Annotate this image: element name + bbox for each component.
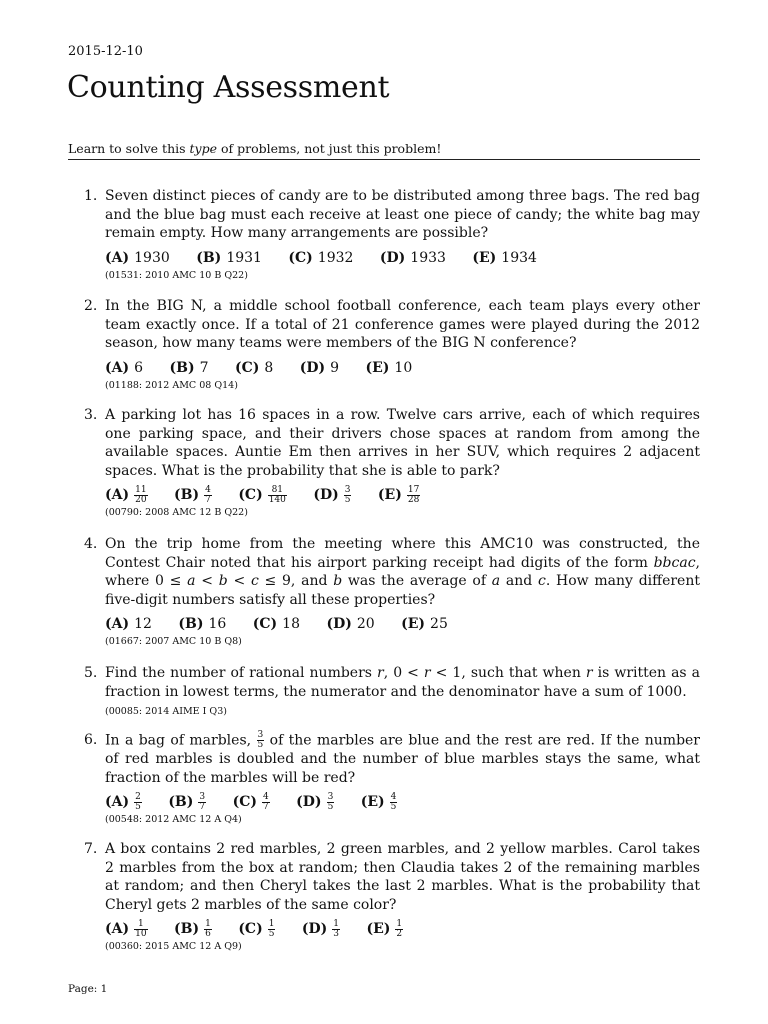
problem-5 [84,664,700,718]
choice-d [326,614,374,634]
choice-value: 12 [134,616,152,632]
text-run: Find the number of rational numbers [105,665,378,681]
choice-letter: (D) [313,487,339,503]
choice-e [361,792,398,812]
denominator: 7 [199,801,206,812]
choice-value: 1933 [410,249,446,266]
problem-text [105,664,700,701]
choice-letter: (E) [472,249,497,266]
problem-7 [84,840,700,953]
choice-letter: (E) [401,616,426,632]
problem-source: (00360: 2015 AMC 12 A Q9) [105,941,242,952]
choice-d [313,485,351,505]
problem-3 [84,406,700,519]
choice-a [105,485,148,505]
choice-letter: (D) [379,249,406,266]
choice-value: 9 [330,359,340,376]
choice-c [235,358,273,378]
variable: b [218,573,228,589]
answer-choices [105,485,700,505]
denominator: 3 [333,928,340,939]
fraction [198,793,206,812]
choice-d [296,792,334,812]
choice-letter: (D) [299,359,326,376]
tagline [68,141,441,156]
text-run: . How many different five-digit numbers satisfy all these properties? [105,573,700,608]
problem-text [105,535,700,609]
numerator: 1 [205,918,211,929]
fraction [390,793,398,812]
text-run: , where 0 ≤ [105,554,700,589]
fraction [204,486,212,505]
text-run: < [195,573,219,589]
choice-c [253,614,300,634]
tagline-emphasis: type [189,141,217,156]
numerator: 3 [327,791,334,802]
choice-value: 16 [208,616,227,632]
choice-letter: (E) [377,487,402,503]
denominator: 5 [327,801,334,812]
choice-value: 25 [430,616,448,632]
numerator: 1 [134,920,147,930]
denominator: 20 [135,494,147,505]
choice-letter: (E) [366,921,391,937]
choice-letter: (A) [105,359,130,376]
text-run: of the marbles are blue and the rest are red. If the number of red marbles is doubled and the number of blue marbles stays the same, what fraction of the marbles will be red? [105,732,701,786]
choice-a [105,792,142,812]
choice-letter: (D) [296,794,322,810]
answer-choices [105,919,700,939]
choice-value: 1931 [226,249,262,266]
choice-value: 10 [394,359,413,376]
denominator: 28 [407,494,420,505]
denominator: 10 [135,928,147,939]
choice-b [168,792,206,812]
choice-c [233,792,270,812]
fraction [134,920,147,939]
fraction [204,920,212,939]
numerator: 3 [344,484,351,495]
numerator: 81 [268,486,287,496]
choice-value: 20 [356,616,375,632]
numerator: 4 [262,791,269,802]
choice-c [238,485,287,505]
choice-b [174,919,212,939]
choice-letter: (D) [326,616,352,632]
choice-letter: (A) [105,921,130,937]
text-run: < [227,573,251,589]
choice-value: 6 [134,359,144,376]
text-run: was the average of [342,573,492,589]
denominator: 140 [268,494,286,505]
variable: a [491,573,501,589]
text-run: On the trip home from the meeting where this AMC10 was constructed, the Contest Chair noted that his airport parking receipt had digits of the form [105,536,700,571]
numerator: 3 [257,730,264,740]
problem-text: In the BIG N, a middle school football conference, each team plays every other team exactly once. If a total of 21 conference games were played during the 2012 season, how many teams were members of the BIG N conference? [105,298,700,351]
choice-e [401,614,448,634]
problem-text: A parking lot has 16 spaces in a row. Twelve cars arrive, each of which requires one parking space, and their drivers chose spaces at random from among the available spaces. Auntie Em then arrives in her SUV, which requires 2 adjacent spaces. What is the probability that she is able to park? [105,407,700,479]
choice-value: 1934 [501,249,537,266]
choice-letter: (A) [105,794,130,810]
denominator: 5 [257,740,264,750]
answer-choices [105,248,700,268]
problem-number: 1. [84,188,98,204]
text-run: and [500,573,538,589]
choice-b [196,248,262,268]
choice-letter: (A) [105,249,130,266]
choice-letter: (B) [196,249,222,266]
answer-choices [105,792,700,812]
tagline-after: of problems, not just this problem! [217,141,442,156]
choice-a [105,358,143,378]
choice-letter: (A) [105,487,130,503]
problem-source: (00790: 2008 AMC 12 B Q22) [105,507,248,518]
fraction [395,920,403,939]
numerator: 4 [390,791,397,802]
choice-e [366,358,413,378]
denominator: 6 [205,928,211,939]
numerator: 1 [396,918,403,929]
denominator: 7 [262,801,269,812]
choice-value: 8 [264,359,274,376]
choice-letter: (B) [174,487,200,503]
choice-value: 1930 [134,249,170,266]
choice-b [170,358,209,378]
choice-value: 18 [282,616,300,632]
fraction [134,486,147,505]
problem-source: (01531: 2010 AMC 10 B Q22) [105,269,248,281]
problem-source: (00548: 2012 AMC 12 A Q4) [105,814,242,825]
text-run: ≤ 9, and [258,573,334,589]
choice-d [302,919,340,939]
choice-letter: (C) [288,249,313,266]
text-run: In a bag of marbles, [105,732,257,749]
answer-choices [105,358,700,378]
problem-number: 3. [84,407,98,423]
fraction [268,920,276,939]
numerator: 1 [333,918,340,929]
choice-b [178,614,226,634]
text-run: is written as a fraction in lowest terms, the numerator and the denominator have a sum of 1000. [105,665,700,700]
choice-letter: (C) [238,921,263,937]
fraction [327,793,335,812]
text-run: < 1, such that when [430,665,586,681]
choice-a [105,919,148,939]
choice-letter: (B) [178,616,204,632]
variable: r [423,665,431,681]
variable: b [333,573,343,589]
problem-4 [84,535,700,648]
problem-number: 4. [84,536,98,552]
problem-number: 7. [84,841,98,857]
page-number: Page: 1 [68,983,108,995]
choice-e [378,485,420,505]
variable: a [187,573,196,589]
problem-number: 6. [84,732,98,748]
problem-text: A box contains 2 red marbles, 2 green marbles, and 2 yellow marbles. Carol takes 2 marbles from the box at random; then Claudia takes 2 of the remaining marbles at random; and then Cheryl takes the last 2 marbles. What is the probability that Cheryl gets 2 marbles of the same color? [105,841,700,913]
problem-6 [84,731,700,826]
choice-letter: (B) [169,359,195,376]
choice-value: 7 [199,359,209,376]
problem-text: Seven distinct pieces of candy are to be distributed among three bags. The red bag and the blue bag must each receive at least one piece of candy; the white bag may remain empty. How many arrangements are possible? [105,188,700,241]
answer-choices [105,614,700,634]
choice-c [288,248,353,268]
numerator: 4 [205,484,211,495]
fraction [134,793,142,812]
numerator: 3 [199,791,206,802]
variable: r [585,665,593,681]
choice-letter: (E) [365,359,390,376]
problem-1 [84,187,700,282]
tagline-before: Learn to solve this [68,141,190,156]
choice-a [105,614,152,634]
problem-source: (01188: 2012 AMC 08 Q14) [105,379,238,391]
fraction [268,486,287,505]
denominator: 2 [396,928,403,939]
choice-letter: (B) [168,794,194,810]
choice-letter: (B) [174,921,200,937]
choice-a [105,248,170,268]
text-run: , 0 < [383,665,424,681]
problem-source: (00085: 2014 AIME I Q3) [105,706,227,717]
problem-number: 5. [84,665,98,681]
problem-number: 2. [84,298,98,314]
choice-b [174,485,212,505]
problem-source: (01667: 2007 AMC 10 B Q8) [105,636,242,647]
variable: c [250,573,259,589]
choice-letter: (A) [105,616,130,632]
fraction [262,793,270,812]
denominator: 5 [268,928,275,939]
denominator: 5 [344,494,351,505]
page-title: Counting Assessment [67,70,390,105]
variable: c [537,573,546,589]
choice-value: 1932 [317,249,354,266]
numerator: 11 [135,484,147,495]
numerator: 17 [407,484,420,495]
problem-2 [84,297,700,392]
fraction [332,920,340,939]
fraction [407,486,420,505]
choice-letter: (C) [232,794,257,810]
fraction [344,486,352,505]
denominator: 5 [135,801,141,812]
choice-d [300,358,339,378]
choice-c [238,919,275,939]
problem-text [105,731,700,787]
choice-letter: (C) [238,487,263,503]
denominator: 5 [390,801,397,812]
header-rule [68,159,700,160]
choice-e [472,248,537,268]
choice-d [380,248,446,268]
variable: bbcac [653,554,696,571]
choice-letter: (C) [234,359,260,376]
choice-letter: (E) [360,794,385,810]
numerator: 1 [268,918,275,929]
date: 2015-12-10 [68,44,143,59]
variable: r [377,665,384,681]
choice-letter: (C) [252,616,278,632]
choice-letter: (D) [301,921,328,937]
numerator: 2 [135,791,141,802]
denominator: 7 [205,494,211,505]
choice-e [366,919,403,939]
